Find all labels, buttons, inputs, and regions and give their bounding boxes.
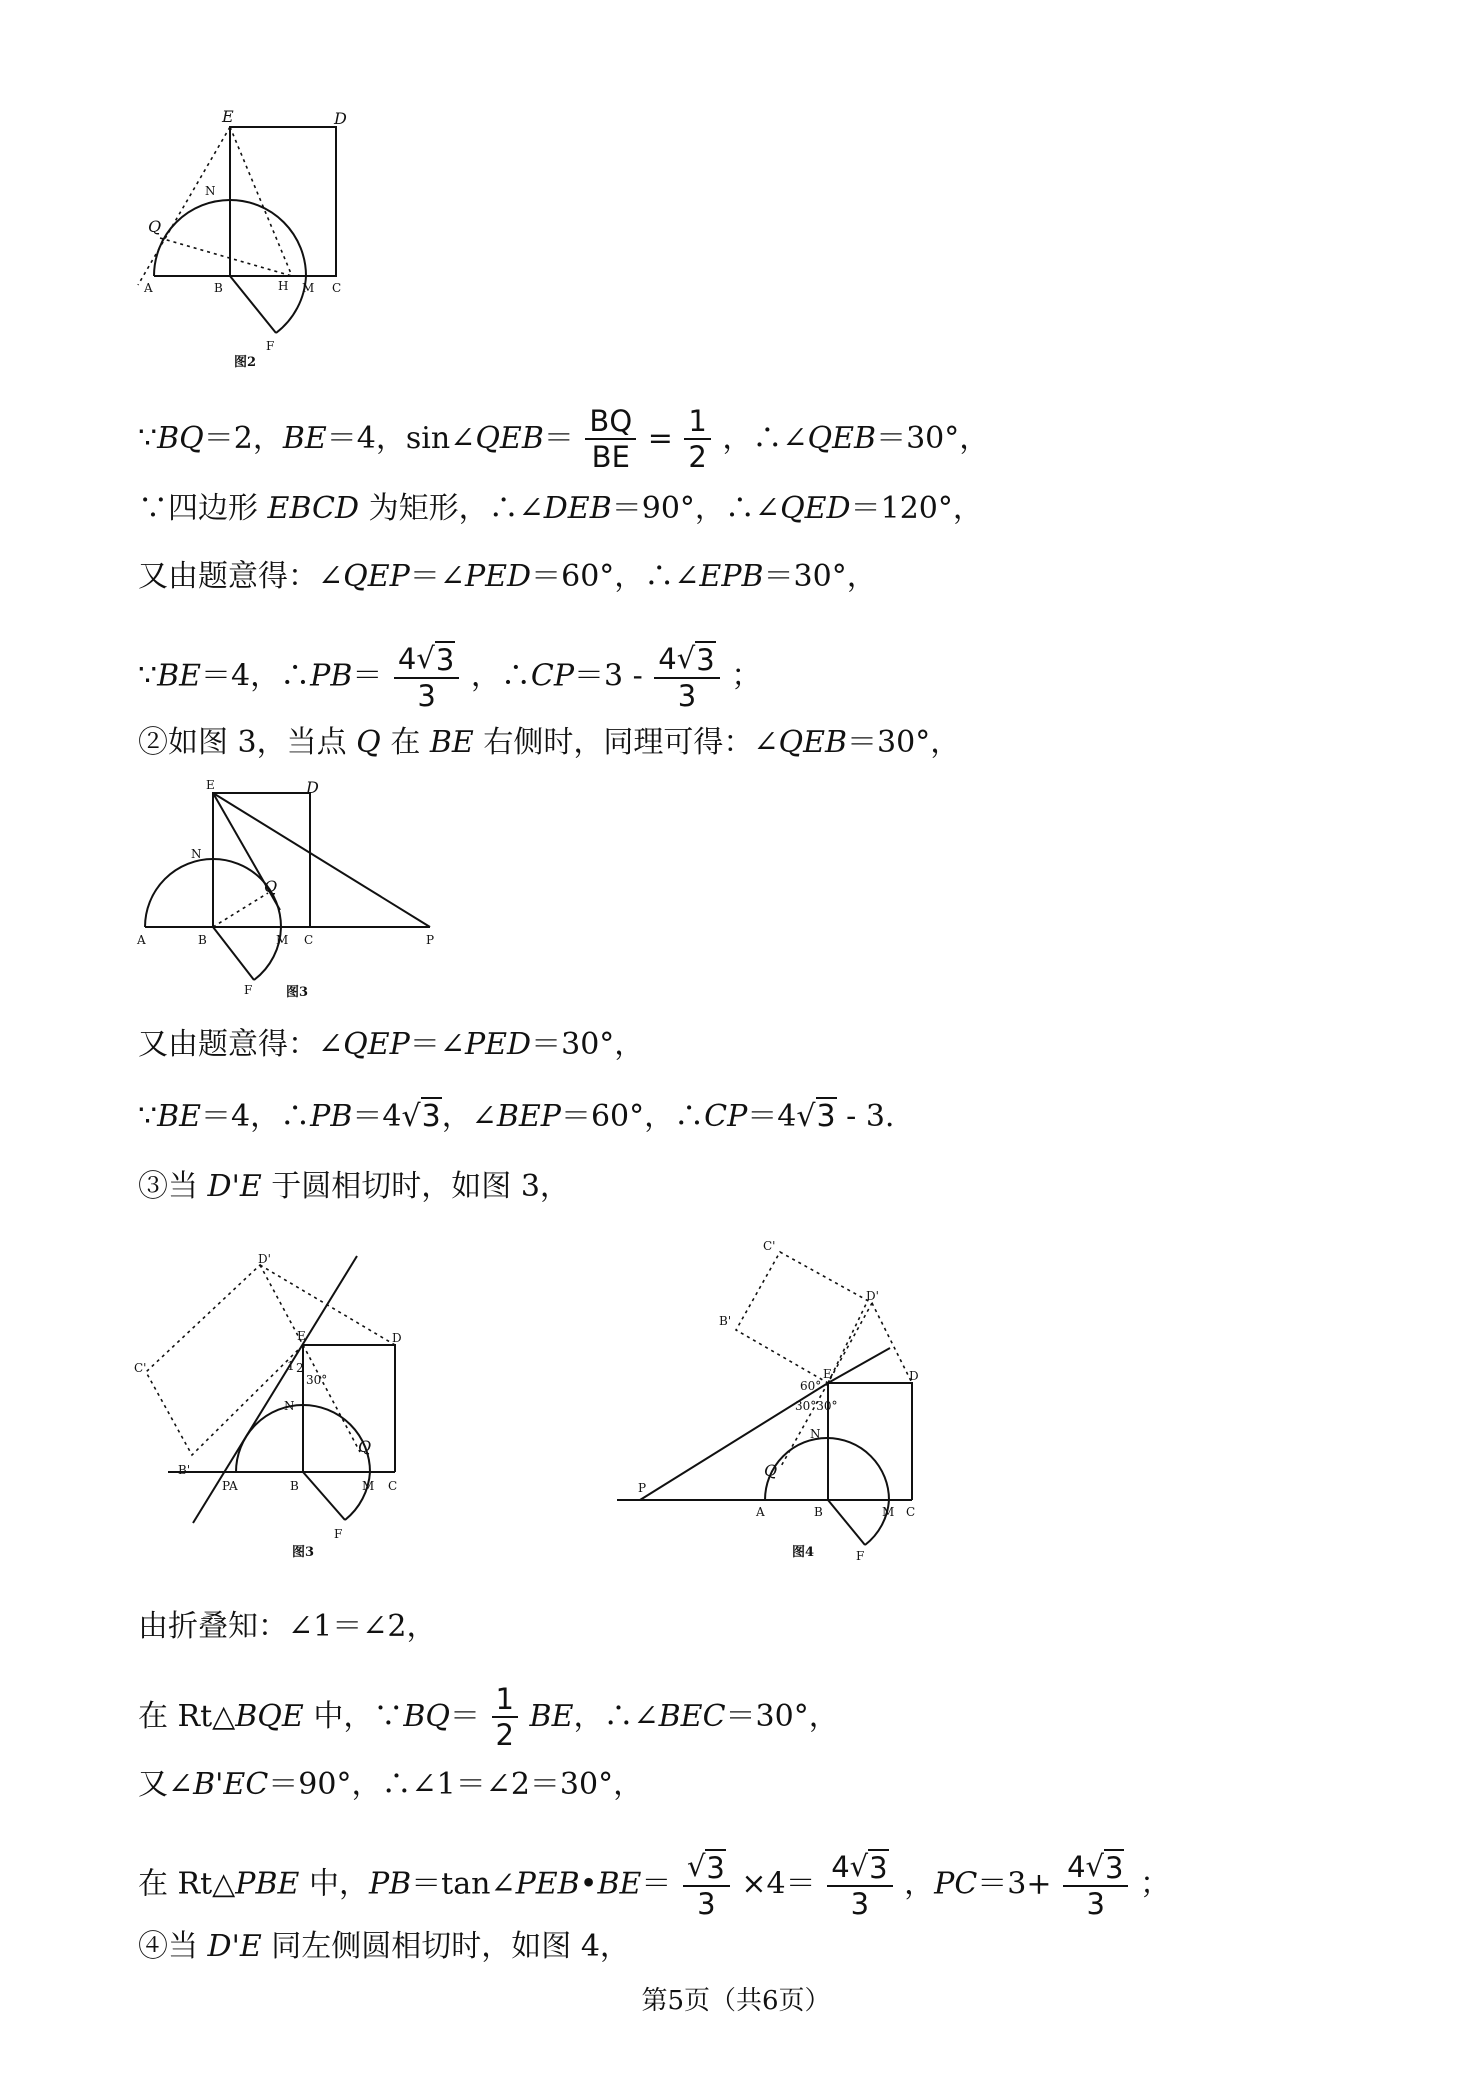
text-line-1: ∵BQ＝2，BE＝4，sin∠QEB＝ $\frac{BQ}{BE}$ = $\frac{1}{2}$ ，∴∠QEB＝30°， xyxy=(138,404,990,474)
figure-caption: 图3 xyxy=(292,1545,315,1560)
rectangle-part xyxy=(303,1345,395,1472)
text-line-9: 由折叠知：∠1＝∠2， xyxy=(138,1609,437,1644)
label-q: Q xyxy=(358,1437,372,1456)
label-f: F xyxy=(266,339,275,353)
label-f: F xyxy=(856,1549,865,1563)
label-b: B xyxy=(214,281,223,295)
label-e: E xyxy=(206,778,215,792)
text-line-7: ∵BE＝4，∴PB＝4√3，∠BEP＝60°，∴CP＝4√3 - 3. xyxy=(138,1098,895,1135)
fraction-4root3-over-3-b: $\frac{4√3}{3}$ xyxy=(654,640,719,713)
label-n: N xyxy=(205,184,216,198)
figure-2 xyxy=(120,95,380,385)
label-c-prime: C' xyxy=(763,1239,776,1253)
label-p: P xyxy=(638,1481,647,1495)
segment-bf xyxy=(213,927,254,980)
label-m: M xyxy=(362,1479,375,1493)
fraction-one-half: $\frac{1}{2}$ xyxy=(492,1682,518,1752)
label-c: C xyxy=(906,1505,916,1519)
label-d: D xyxy=(334,109,347,128)
folded-rectangle xyxy=(736,1252,872,1383)
segment-bf xyxy=(303,1472,345,1520)
page-footer: 第5页（共6页） xyxy=(641,1986,831,2016)
label-30-30-degree: 30°30° xyxy=(795,1399,838,1413)
label-c-prime: C' xyxy=(134,1361,147,1375)
label-n: N xyxy=(284,1399,295,1413)
dashed-eq xyxy=(303,1345,360,1452)
label-b: B xyxy=(814,1505,823,1519)
label-d: D xyxy=(909,1369,919,1383)
text-line-2: ∵四边形 EBCD 为矩形，∴∠DEB＝90°，∴∠QED＝120°， xyxy=(138,491,983,526)
segment-ep xyxy=(213,793,430,927)
label-c: C xyxy=(304,933,314,947)
label-30-degree: 30° xyxy=(306,1373,328,1387)
text-line-13: ④当 D'E 同左侧圆相切时，如图 4， xyxy=(138,1929,630,1964)
text-line-10: 在 Rt△BQE 中，∵BQ＝ $\frac{1}{2}$ BE，∴∠BEC＝30°， xyxy=(138,1682,839,1752)
figure-caption: 图3 xyxy=(286,985,309,1000)
dashed-ed-prime xyxy=(260,1265,395,1345)
figure-3-first xyxy=(130,775,450,1005)
dashed-eq xyxy=(138,127,230,285)
segment-bf xyxy=(828,1500,865,1545)
label-a: A xyxy=(756,1505,765,1519)
text-line-12: 在 Rt△PBE 中，PB＝tan∠PEB•BE＝ $\frac{√3}{3}$ ×4＝ $\frac{4√3}{3}$ ，PC＝3+ $\frac{4√3}{3}$ ； xyxy=(138,1849,1170,1921)
label-f: F xyxy=(244,983,253,997)
dashed-ed xyxy=(872,1303,912,1383)
label-c: C xyxy=(332,281,342,295)
fraction-4root3-over-3-b: $\frac{4√3}{3}$ xyxy=(1063,1848,1128,1921)
label-b: B xyxy=(290,1479,299,1493)
text-line-4: ∵BE＝4，∴PB＝ $\frac{4√3}{3}$ ，∴CP＝3 - $\frac{4√3}{3}$ ； xyxy=(138,641,762,713)
label-n: N xyxy=(810,1427,821,1441)
label-f: F xyxy=(334,1527,343,1541)
label-m: M xyxy=(302,281,315,295)
label-b-prime: B' xyxy=(178,1463,191,1477)
label-e: E xyxy=(297,1329,306,1343)
figure-caption: 图4 xyxy=(792,1545,815,1560)
folded-rectangle xyxy=(146,1265,303,1455)
label-a: A xyxy=(137,933,146,947)
fraction-one-half: $\frac{1}{2}$ xyxy=(684,404,710,474)
tangent-line xyxy=(193,1256,357,1523)
text-line-3: 又由题意得：∠QEP＝∠PED＝60°，∴∠EPB＝30°， xyxy=(138,559,877,594)
label-h: H xyxy=(278,279,289,293)
text-line-8: ③当 D'E 于圆相切时，如图 3， xyxy=(138,1169,570,1204)
label-m: M xyxy=(882,1505,895,1519)
label-a: A xyxy=(144,281,153,295)
label-d-prime: D' xyxy=(258,1252,271,1266)
fraction-4root3-over-3: $\frac{4√3}{3}$ xyxy=(827,1848,892,1921)
label-d: D xyxy=(392,1331,402,1345)
label-d: D xyxy=(306,778,319,797)
label-n: N xyxy=(191,847,202,861)
rectangle-part xyxy=(828,1383,912,1500)
dashed-qh xyxy=(160,238,292,276)
label-e: E xyxy=(823,1367,832,1381)
text-line-5: ②如图 3，当点 Q 在 BE 右侧时，同理可得：∠QEB＝30°， xyxy=(138,725,961,760)
label-b: B xyxy=(198,933,207,947)
label-angle-2: 2 xyxy=(296,1361,304,1375)
label-d-prime: D' xyxy=(866,1289,879,1303)
dashed-eq xyxy=(780,1383,828,1468)
fraction-bq-be: $\frac{BQ}{BE}$ xyxy=(585,404,636,474)
label-c: C xyxy=(388,1479,398,1493)
fraction-root3-over-3: $\frac{√3}{3}$ xyxy=(683,1848,730,1921)
fraction-4root3-over-3: $\frac{4√3}{3}$ xyxy=(394,640,459,713)
text-line-6: 又由题意得：∠QEP＝∠PED＝30°， xyxy=(138,1027,645,1062)
label-q: Q xyxy=(764,1461,778,1480)
label-p: P xyxy=(426,933,435,947)
text-line-11: 又∠B'EC＝90°，∴∠1＝∠2＝30°， xyxy=(138,1767,644,1802)
segment-bf xyxy=(230,276,276,333)
figure-caption: 图2 xyxy=(234,355,257,370)
figure-4 xyxy=(610,1230,940,1570)
label-pa: PA xyxy=(222,1479,238,1493)
label-60-degree: 60° xyxy=(800,1379,822,1393)
label-b-prime: B' xyxy=(719,1314,732,1328)
figure-3-second xyxy=(120,1240,440,1570)
label-angle-1: 1 xyxy=(287,1359,295,1373)
label-m: M xyxy=(276,933,289,947)
dashed-bq xyxy=(213,893,268,927)
label-q: Q xyxy=(148,217,162,236)
label-q: Q xyxy=(264,877,278,896)
label-e: E xyxy=(222,107,234,126)
